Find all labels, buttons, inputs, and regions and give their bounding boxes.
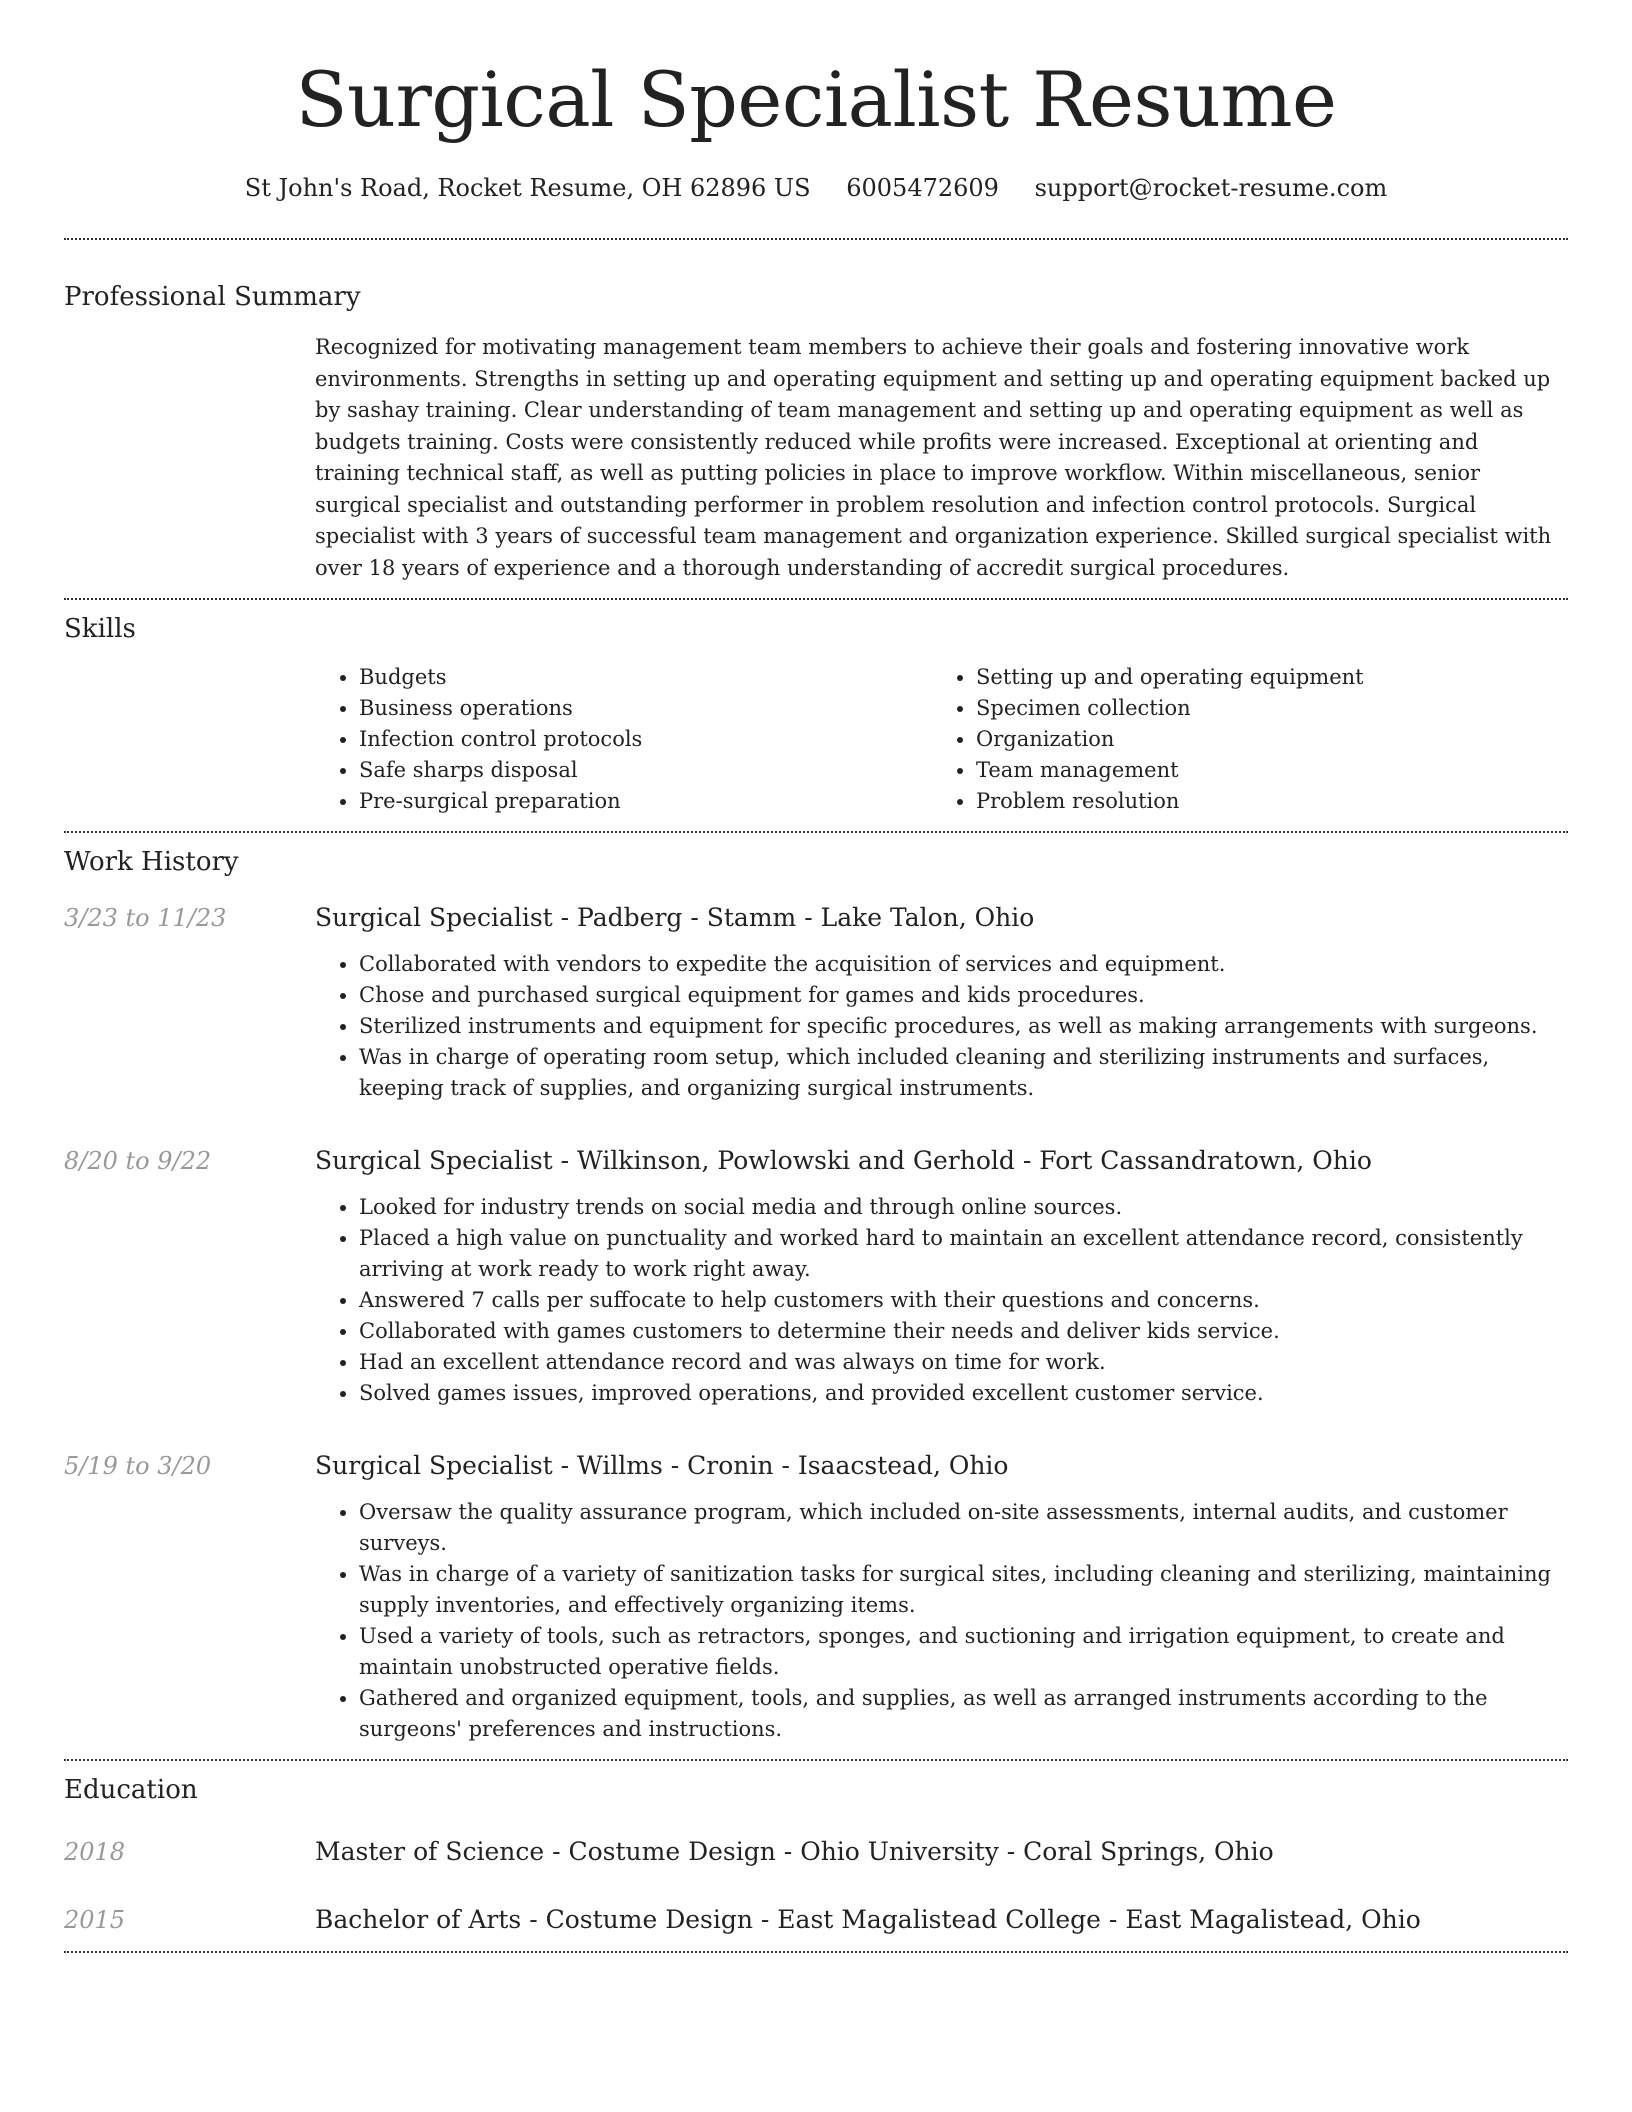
job-bullet: • Chose and purchased surgical equipment for games and kids procedures. <box>359 980 1568 1011</box>
summary-text: Recognized for motivating management team members to achieve their goals and fostering innovative work environments. Strengths in setting up and operating equipment and setting up and operating equipment backed up by sashay training. Clear understanding of team management and setting up and operating equipment as well as budgets training. Costs were consistently reduced while profits were increased. Exceptional at orienting and training technical staff, as well as putting policies in place to improve workflow. Within miscellaneous, senior surgical specialist and outstanding performer in problem resolution and infection control protocols. Surgical specialist with 3 years of successful team management and organization experience. Skilled surgical specialist with over 18 years of experience and a thorough understanding of accredit surgical procedures. <box>315 335 1552 580</box>
section-divider <box>64 598 1568 600</box>
work-heading: Work History <box>64 847 239 877</box>
job-body <box>315 901 1568 1104</box>
job-date: 8/20 to 9/22 <box>64 1147 212 1175</box>
job-bullet: • Was in charge of a variety of sanitization tasks for surgical sites, including cleaning and sterilizing, maintaining supply inventories, and effectively organizing items. <box>359 1559 1568 1621</box>
job-entry <box>64 1449 1568 1745</box>
skill-item: • Budgets <box>359 662 932 693</box>
job-date: 3/23 to 11/23 <box>64 904 227 932</box>
job-title: Surgical Specialist - Wilkinson, Powlowski and Gerhold - Fort Cassandratown, Ohio <box>315 1146 1372 1175</box>
contact-phone: 6005472609 <box>846 174 999 202</box>
education-heading: Education <box>64 1775 198 1805</box>
section-divider <box>64 1759 1568 1761</box>
job-bullet: • Was in charge of operating room setup, which included cleaning and sterilizing instruments and surfaces, keeping track of supplies, and organizing surgical instruments. <box>359 1042 1568 1104</box>
job-bullet: • Gathered and organized equipment, tools, and supplies, as well as arranged instruments according to the surgeons' preferences and instructions. <box>359 1683 1568 1745</box>
job-bullet: • Used a variety of tools, such as retractors, sponges, and suctioning and irrigation equipment, to create and maintain unobstructed operative fields. <box>359 1621 1568 1683</box>
job-bullets <box>315 1192 1568 1409</box>
resume-title: Surgical Specialist Resume <box>295 55 1337 144</box>
skill-item: • Infection control protocols <box>359 724 932 755</box>
skills-column-left <box>315 662 932 817</box>
job-bullet: • Placed a high value on punctuality and worked hard to maintain an excellent attendance record, consistently arriving at work ready to work right away. <box>359 1223 1568 1285</box>
skill-item: • Problem resolution <box>976 786 1549 817</box>
job-bullet: • Had an excellent attendance record and was always on time for work. <box>359 1347 1568 1378</box>
job-body <box>315 1144 1568 1409</box>
skill-item: • Setting up and operating equipment <box>976 662 1549 693</box>
contact-email: support@rocket-resume.com <box>1034 174 1388 202</box>
section-divider <box>64 1951 1568 1953</box>
job-entry <box>64 1144 1568 1409</box>
skills-list <box>315 662 1568 817</box>
job-bullets <box>315 1497 1568 1745</box>
contact-line <box>64 172 1568 204</box>
job-body <box>315 1449 1568 1745</box>
education-entry <box>64 1903 1568 1937</box>
skill-item: • Organization <box>976 724 1549 755</box>
education-entry <box>64 1835 1568 1869</box>
education-title: Master of Science - Costume Design - Ohio University - Coral Springs, Ohio <box>315 1837 1274 1866</box>
job-title: Surgical Specialist - Willms - Cronin - Isaacstead, Ohio <box>315 1451 1009 1480</box>
job-title: Surgical Specialist - Padberg - Stamm - Lake Talon, Ohio <box>315 903 1035 932</box>
education-title: Bachelor of Arts - Costume Design - East Magalistead College - East Magalistead, Ohio <box>315 1905 1421 1934</box>
skill-item: • Business operations <box>359 693 932 724</box>
job-bullets <box>315 949 1568 1104</box>
skill-item: • Pre-surgical preparation <box>359 786 932 817</box>
job-bullet: • Collaborated with vendors to expedite the acquisition of services and equipment. <box>359 949 1568 980</box>
job-bullet: • Solved games issues, improved operations, and provided excellent customer service. <box>359 1378 1568 1409</box>
job-bullet: • Sterilized instruments and equipment for specific procedures, as well as making arrangements with surgeons. <box>359 1011 1568 1042</box>
section-divider <box>64 831 1568 833</box>
job-date: 5/19 to 3/20 <box>64 1452 212 1480</box>
job-bullet: • Looked for industry trends on social media and through online sources. <box>359 1192 1568 1223</box>
summary-heading: Professional Summary <box>64 282 361 312</box>
job-bullet: • Oversaw the quality assurance program, which included on-site assessments, internal audits, and customer surveys. <box>359 1497 1568 1559</box>
skill-item: • Specimen collection <box>976 693 1549 724</box>
education-body <box>315 1903 1568 1937</box>
contact-address: St John's Road, Rocket Resume, OH 62896 US <box>244 174 811 202</box>
job-entry <box>64 901 1568 1104</box>
skill-item: • Safe sharps disposal <box>359 755 932 786</box>
job-bullet: • Collaborated with games customers to determine their needs and deliver kids service. <box>359 1316 1568 1347</box>
skills-column-right <box>932 662 1549 817</box>
skill-item: • Team management <box>976 755 1549 786</box>
education-body <box>315 1835 1568 1869</box>
job-bullet: • Answered 7 calls per suffocate to help customers with their questions and concerns. <box>359 1285 1568 1316</box>
education-date: 2018 <box>64 1838 126 1866</box>
skills-heading: Skills <box>64 614 136 644</box>
section-divider <box>64 238 1568 240</box>
education-date: 2015 <box>64 1906 126 1934</box>
